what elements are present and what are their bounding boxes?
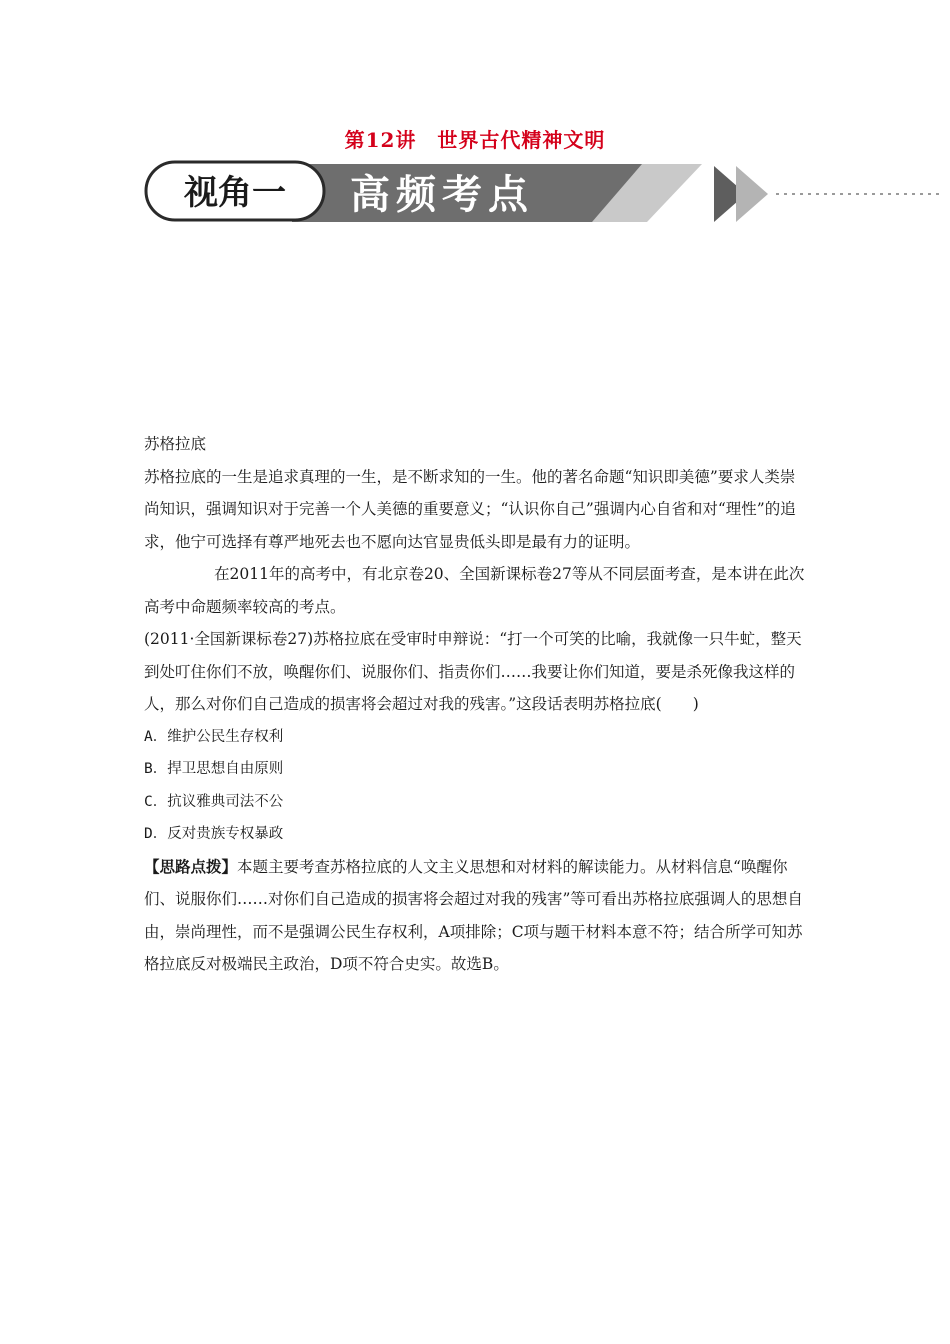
question-stem: (2011·全国新课标卷27)苏格拉底在受审时申辩说：“打一个可笑的比喻，我就像一只牛虻，整天到处叮住你们不放，唤醒你们、说服你们、指责你们……我要让你们知道，要是杀死像我这样的人，那么对你们自己造成的损害将会超过对我的残害。”这段话表明苏格拉底( ) — [144, 630, 802, 713]
option-b: B．捍卫思想自由原则 — [144, 761, 284, 777]
hint-label: 【思路点拨】 — [144, 856, 238, 876]
option-a: A．维护公民生存权利 — [144, 728, 284, 745]
main-content — [144, 428, 809, 981]
option-c: C．抗议雅典司法不公 — [144, 793, 284, 810]
banner-left-text: 视角一 — [184, 173, 286, 213]
hint-paragraph — [144, 851, 809, 981]
section-heading: 苏格拉底 — [144, 435, 207, 453]
banner-right-text: 高频考点 — [350, 172, 534, 218]
section-banner — [142, 158, 942, 230]
option-d: D．反对贵族专权暴政 — [144, 826, 284, 842]
paragraph-exam-note: 在2011年的高考中，有北京卷20、全国新课标卷27等从不同层面考查，是本讲在此次高考中命题频率较高的考点。 — [144, 565, 805, 616]
chapter-title: 第12讲 世界古代精神文明 — [344, 128, 606, 152]
arrow-right-icon — [736, 166, 768, 222]
paragraph-intro: 苏格拉底的一生是追求真理的一生，是不断求知的一生。他的著名命题“知识即美德”要求人类崇尚知识，强调知识对于完善一个人美德的重要意义；“认识你自己”强调内心自省和对“理性”的追求，他宁可选择有尊严地死去也不愿向达官显贵低头即是最有力的证明。 — [144, 467, 796, 551]
banner-graphic — [142, 158, 942, 230]
hint-text: 本题主要考查苏格拉底的人文主义思想和对材料的解读能力。从材料信息“唤醒你们、说服你们……对你们自己造成的损害将会超过对我的残害”等可看出苏格拉底强调人的思想自由，崇尚理性，而不是强调公民生存权利，A项排除；C项与题干材料本意不符；结合所学可知苏格拉底反对极端民主政治，D项不符合史实。故选B。 — [144, 857, 803, 973]
